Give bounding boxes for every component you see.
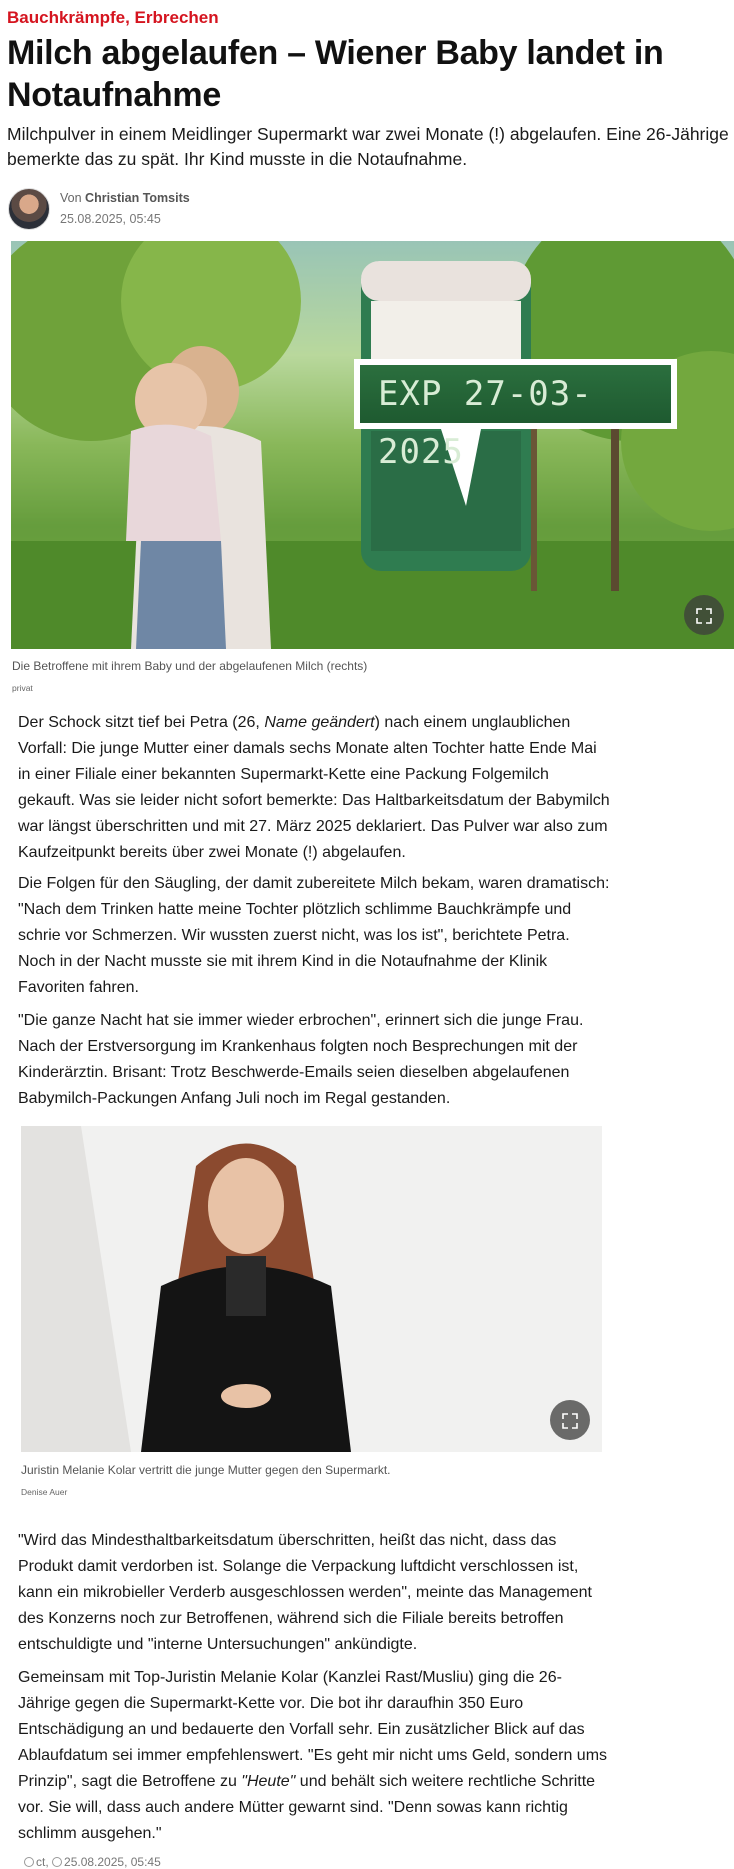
body-paragraph-1: [18, 710, 610, 866]
hero-caption: Die Betroffene mit ihrem Baby und der abgelaufenen Milch (rechts): [12, 659, 368, 673]
author-prefix: Von: [60, 191, 82, 205]
p5-text-b: und behält sich weitere rechtliche Schritte vor. Sie will, dass auch andere Mütter gewarnt sind. "Denn sowas kann richtig schlimm ausgehen.": [18, 1773, 596, 1842]
author-name-link[interactable]: Christian Tomsits: [85, 191, 190, 205]
author-block: [8, 188, 408, 232]
lawyer-photo[interactable]: [21, 1126, 602, 1452]
article-lead: Milchpulver in einem Meidlinger Supermarkt war zwei Monate (!) abgelaufen. Eine 26-Jährige bemerkte das zu spät. Ihr Kind musste in die Notaufnahme.: [7, 124, 729, 169]
p1-text-a: Der Schock sitzt tief bei Petra (26,: [18, 714, 265, 731]
p5-italic: "Heute": [241, 1773, 296, 1790]
body-paragraph-2: Die Folgen für den Säugling, der damit zubereitete Milch bekam, waren dramatisch: "Nach dem Trinken hatte meine Tochter plötzlich schlimme Bauchkrämpfe und schrie vor Schmerzen. Wir wussten zuerst nicht, was los ist", berichtete Petra. Noch in der Nacht musste sie mit ihrem Kind in die Notaufnahme der Klinik Favoriten fahren.: [18, 875, 610, 996]
lawyer-credit: Denise Auer: [21, 1487, 68, 1497]
p1-italic: Name geändert: [264, 714, 375, 731]
user-icon: [24, 1857, 34, 1867]
author-byline: [60, 191, 190, 205]
body-paragraph-4: "Wird das Mindesthaltbarkeitsdatum überschritten, heißt das nicht, dass das Produkt damit verdorben ist. Solange die Verpackung luftdicht verschlossen ist, kann ein mikrobieller Verderb ausgeschlossen werden", meinte das Management des Konzerns noch zur Betroffenen, während sich die Filiale bereits betroffen entschuldigte und "interne Untersuchungen" ankündigte.: [18, 1532, 592, 1653]
publish-date: 25.08.2025, 05:45: [60, 212, 161, 226]
lawyer-figure: [21, 1126, 602, 1452]
footer-date: 25.08.2025, 05:45: [64, 1855, 161, 1869]
expiry-date-zoom: [354, 359, 677, 472]
article-kicker[interactable]: Bauchkrämpfe, Erbrechen: [7, 8, 219, 27]
clock-icon: [52, 1857, 62, 1867]
article-headline: Milch abgelaufen – Wiener Baby landet in Notaufnahme: [7, 34, 664, 114]
lawyer-caption: Juristin Melanie Kolar vertritt die junge Mutter gegen den Supermarkt.: [21, 1463, 391, 1477]
expand-icon[interactable]: [684, 595, 724, 635]
article-footer-meta: [24, 1856, 161, 1869]
body-paragraph-3: "Die ganze Nacht hat sie immer wieder erbrochen", erinnert sich die junge Frau. Nach der Erstversorgung im Krankenhaus folgten noch Besprechungen mit der Kinderärztin. Brisant: Trotz Beschwerde-Emails seien dieselben abgelaufenen Babymilch-Packungen Anfang Juli noch im Regal gestanden.: [18, 1012, 584, 1107]
p5-text-a: Gemeinsam mit Top-Juristin Melanie Kolar (Kanzlei Rast/Musliu) ging die 26-Jährige gegen die Supermarkt-Kette vor. Die bot ihr daraufhin 350 Euro Entschädigung an und bedauerte den Vorfall sehr. Ein zusätzlicher Blick auf das Ablaufdatum sei immer empfehlenswert. "Es geht mir nicht ums Geld, sondern ums Prinzip", sagt die Betroffene zu: [18, 1669, 608, 1790]
footer-author: ct,: [36, 1855, 49, 1869]
hero-image[interactable]: [11, 241, 734, 649]
expiry-date-text: EXP 27-03-2025: [360, 365, 671, 423]
hero-credit: privat: [12, 683, 33, 693]
expand-icon[interactable]: [550, 1400, 590, 1440]
p1-text-b: ) nach einem unglaublichen Vorfall: Die junge Mutter einer damals sechs Monate alten Tochter hatte Ende Mai in einer Filiale einer bekannten Supermarkt-Kette eine Packung Folgemilch gekauft. Was sie leider nicht sofort bemerkte: Das Haltbarkeitsdatum der Babymilch war längst überschritten und mit 27. März 2025 deklariert. Das Pulver war also zum Kaufzeitpunkt bereits über zwei Monate (!) abgelaufen.: [18, 714, 610, 861]
body-paragraph-5: [18, 1665, 610, 1847]
park-scene: [11, 241, 734, 649]
author-avatar[interactable]: [8, 188, 50, 230]
